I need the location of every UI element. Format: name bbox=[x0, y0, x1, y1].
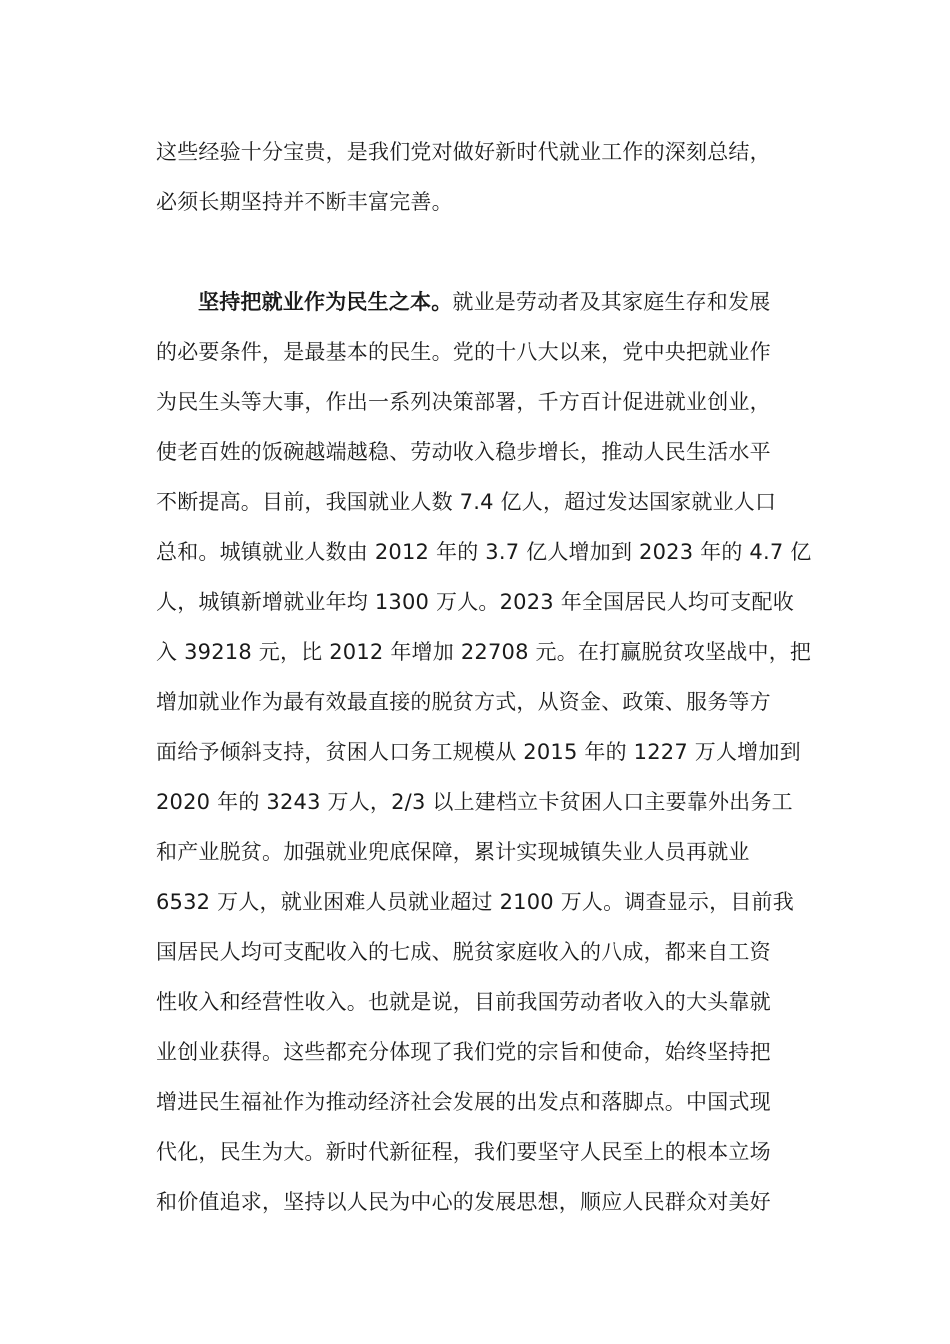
paragraph-2-line-7: 人，城镇新增就业年均 1300 万人。2023 年全国居民人均可支配收 bbox=[156, 590, 794, 614]
paragraph-1-line-2: 必须长期坚持并不断丰富完善。 bbox=[156, 190, 453, 214]
paragraph-2-line-15: 性收入和经营性收入。也就是说，目前我国劳动者收入的大头靠就 bbox=[156, 990, 771, 1014]
paragraph-2-line-18: 代化，民生为大。新时代新征程，我们要坚守人民至上的根本立场 bbox=[156, 1140, 771, 1164]
paragraph-2-line-1-text: 就业是劳动者及其家庭生存和发展 bbox=[452, 290, 771, 314]
section-heading: 坚持把就业作为民生之本。 bbox=[198, 290, 453, 314]
paragraph-2-line-9: 增加就业作为最有效最直接的脱贫方式，从资金、政策、服务等方 bbox=[156, 690, 771, 714]
document-body bbox=[156, 136, 816, 1236]
paragraph-2-line-6: 总和。城镇就业人数由 2012 年的 3.7 亿人增加到 2023 年的 4.7 亿 bbox=[156, 540, 812, 564]
paragraph-2-line-10: 面给予倾斜支持，贫困人口务工规模从 2015 年的 1227 万人增加到 bbox=[156, 740, 801, 764]
paragraph-2-line-4: 使老百姓的饭碗越端越稳、劳动收入稳步增长，推动人民生活水平 bbox=[156, 440, 771, 464]
paragraph-2-line-16: 业创业获得。这些都充分体现了我们党的宗旨和使命，始终坚持把 bbox=[156, 1040, 771, 1064]
paragraph-2-line-13: 6532 万人，就业困难人员就业超过 2100 万人。调查显示，目前我 bbox=[156, 890, 794, 914]
paragraph-2-line-1 bbox=[156, 286, 816, 336]
paragraph-2-line-19: 和价值追求，坚持以人民为中心的发展思想，顺应人民群众对美好 bbox=[156, 1190, 771, 1214]
paragraph-2-line-14: 国居民人均可支配收入的七成、脱贫家庭收入的八成，都来自工资 bbox=[156, 940, 771, 964]
paragraph-2-line-5: 不断提高。目前，我国就业人数 7.4 亿人，超过发达国家就业人口 bbox=[156, 490, 777, 514]
paragraph-2-line-11: 2020 年的 3243 万人，2/3 以上建档立卡贫困人口主要靠外出务工 bbox=[156, 790, 793, 814]
paragraph-1-line-1: 这些经验十分宝贵，是我们党对做好新时代就业工作的深刻总结， bbox=[156, 140, 771, 164]
paragraph-2-line-17: 增进民生福祉作为推动经济社会发展的出发点和落脚点。中国式现 bbox=[156, 1090, 771, 1114]
paragraph-2-line-8: 入 39218 元，比 2012 年增加 22708 元。在打赢脱贫攻坚战中，把 bbox=[156, 640, 812, 664]
paragraph-2-line-2: 的必要条件，是最基本的民生。党的十八大以来，党中央把就业作 bbox=[156, 340, 771, 364]
paragraph-gap bbox=[156, 236, 816, 286]
paragraph-2-line-3: 为民生头等大事，作出一系列决策部署，千方百计促进就业创业， bbox=[156, 390, 771, 414]
paragraph-2-line-12: 和产业脱贫。加强就业兜底保障，累计实现城镇失业人员再就业 bbox=[156, 840, 750, 864]
